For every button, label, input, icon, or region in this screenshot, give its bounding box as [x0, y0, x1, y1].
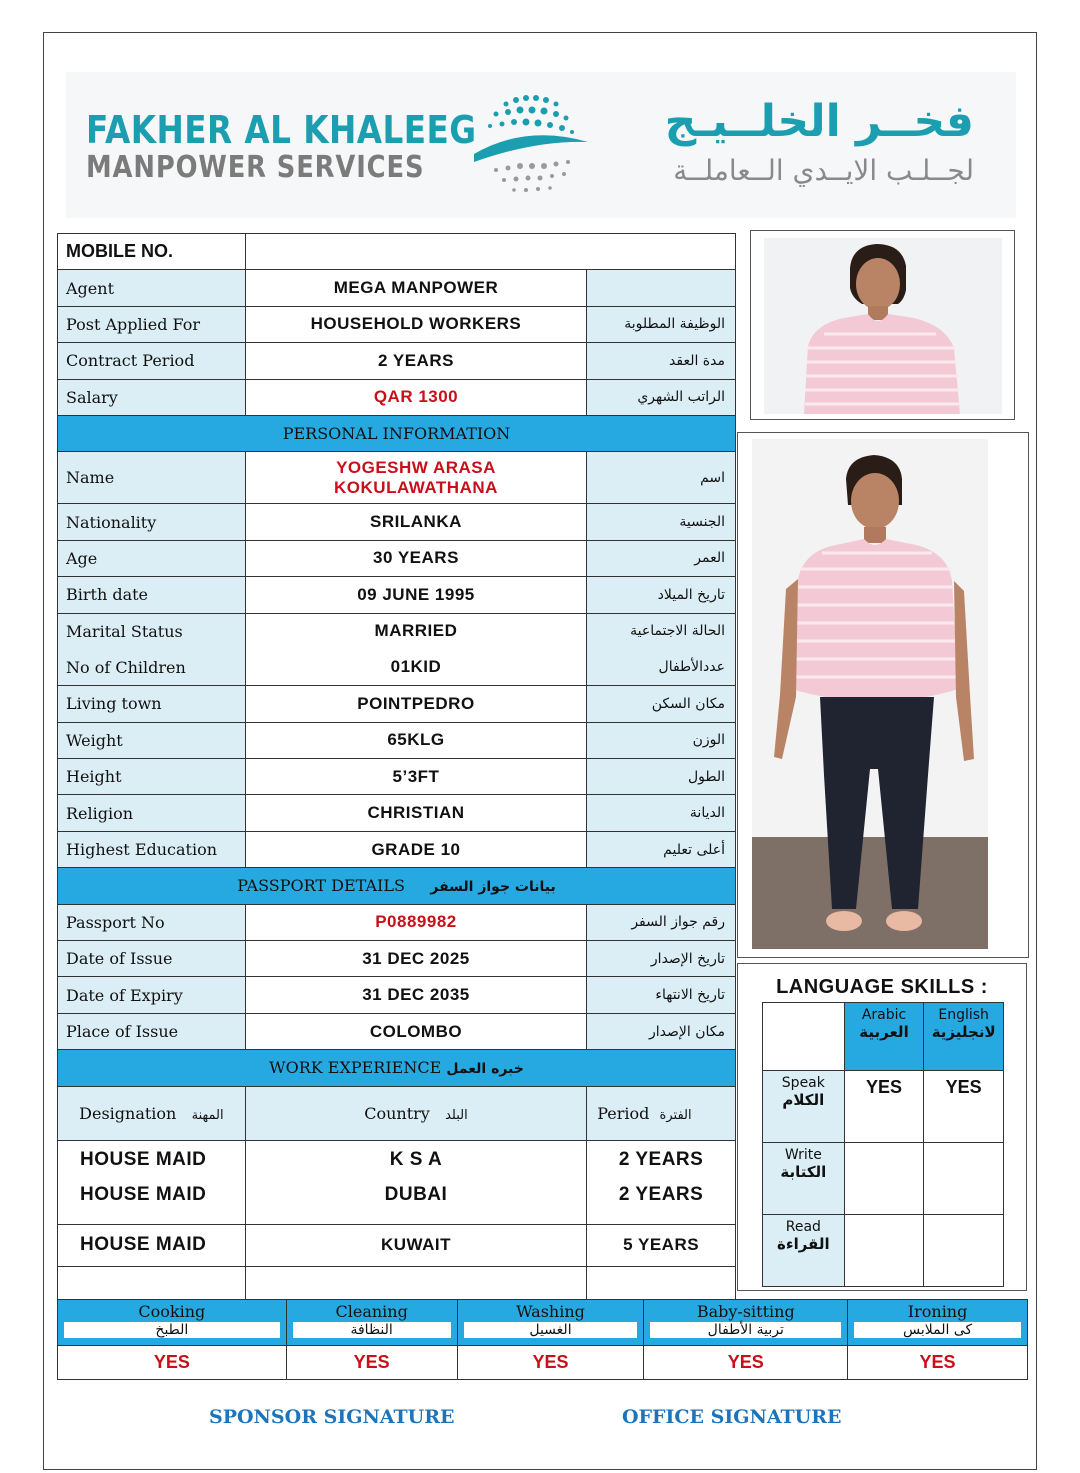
living-town-label-ar: مكان السكن [587, 686, 736, 722]
name-value [245, 452, 586, 504]
passport-title-ar: بيانات جواز السفر [430, 879, 556, 896]
expiry-date-label-ar: تاريخ الانتهاء [587, 977, 736, 1013]
weight-label: Weight [58, 722, 246, 758]
issue-place-label: Place of Issue [58, 1013, 246, 1049]
skill-name-en: Washing [516, 1302, 585, 1321]
skills-value-row [58, 1346, 1028, 1380]
passport-section-title [58, 868, 736, 904]
speak-label-ar: الكلام [782, 1091, 825, 1109]
issue-date-label-ar: تاريخ الإصدار [587, 941, 736, 977]
age-label: Age [58, 540, 246, 576]
salary-row [58, 379, 736, 415]
agent-label-ar [587, 270, 736, 306]
religion-value: CHRISTIAN [245, 795, 586, 831]
passport-section-header [58, 868, 736, 904]
english-header-ar: لانجليزية [931, 1023, 996, 1041]
marital-label: Marital Status [58, 613, 246, 649]
salary-value: QAR 1300 [245, 379, 586, 415]
agent-value: MEGA MANPOWER [245, 270, 586, 306]
brand-tagline-en: MANPOWER SERVICES [86, 150, 425, 185]
brand-name-ar: فخــر الخلــيـج [664, 96, 974, 147]
designation-header-en: Designation [79, 1103, 177, 1123]
portrait-figure-icon [764, 238, 1002, 414]
work-section-header [58, 1050, 736, 1086]
company-logo-icon [466, 84, 596, 204]
full-body-figure-icon [752, 439, 988, 949]
children-value: 01KID [245, 649, 586, 685]
marital-row [58, 613, 736, 649]
age-row [58, 540, 736, 576]
read-label-en: Read [785, 1219, 821, 1235]
write-label-en: Write [784, 1147, 822, 1163]
speak-english-value: YES [924, 1071, 1004, 1143]
children-row [58, 649, 736, 685]
work-designation: HOUSE MAID [58, 1140, 246, 1180]
work-country: K S A [245, 1140, 586, 1180]
work-row [58, 1224, 736, 1266]
name-row [58, 452, 736, 504]
language-skills-table [762, 1002, 1004, 1287]
personal-section-title: PERSONAL INFORMATION [58, 415, 736, 451]
arabic-header-ar: العربية [859, 1023, 909, 1041]
skill-header-baby-sitting [644, 1300, 848, 1346]
personal-section-header [58, 415, 736, 451]
expiry-date-row [58, 977, 736, 1013]
name-label-ar: اسم [587, 452, 736, 504]
contract-label: Contract Period [58, 343, 246, 379]
skill-name-ar: الطبخ [64, 1322, 280, 1338]
language-header-row [763, 1003, 1004, 1071]
issue-place-label-ar: مكان الإصدار [587, 1013, 736, 1049]
passport-no-label: Passport No [58, 904, 246, 940]
skill-name-ar: النظافة [293, 1322, 451, 1338]
application-table [57, 233, 736, 1303]
skill-name-ar: كى الملابس [854, 1322, 1021, 1338]
weight-label-ar: الوزن [587, 722, 736, 758]
skill-name-en: Cleaning [335, 1302, 408, 1321]
marital-label-ar: الحالة الاجتماعية [587, 613, 736, 649]
skills-header-row [58, 1300, 1028, 1346]
full-body-photo-frame [737, 432, 1029, 958]
issue-date-row [58, 941, 736, 977]
read-arabic-value [844, 1215, 924, 1287]
arabic-column-header [844, 1003, 924, 1071]
skill-value-cooking: YES [58, 1346, 287, 1380]
marital-value: MARRIED [245, 613, 586, 649]
living-town-label: Living town [58, 686, 246, 722]
work-columns-header [58, 1086, 736, 1140]
age-label-ar: العمر [587, 540, 736, 576]
education-label-ar: أعلى تعليم [587, 831, 736, 867]
issue-date-value: 31 DEC 2025 [245, 941, 586, 977]
nationality-label: Nationality [58, 504, 246, 540]
period-header-en: Period [597, 1103, 650, 1123]
read-label [763, 1215, 845, 1287]
work-period: 5 YEARS [587, 1224, 736, 1266]
height-label-ar: الطول [587, 759, 736, 795]
weight-row [58, 722, 736, 758]
english-header-en: English [938, 1007, 989, 1023]
country-header-en: Country [364, 1103, 430, 1123]
mobile-value [245, 234, 735, 270]
issue-place-row [58, 1013, 736, 1049]
nationality-value: SRILANKA [245, 504, 586, 540]
agent-row [58, 270, 736, 306]
passport-title-en: PASSPORT DETAILS [237, 876, 405, 896]
height-label: Height [58, 759, 246, 795]
sponsor-signature-label: SPONSOR SIGNATURE [209, 1406, 455, 1428]
country-header [245, 1086, 586, 1140]
portrait-photo-frame [750, 230, 1015, 420]
write-label [763, 1143, 845, 1215]
name-line-2: KOKULAWATHANA [334, 477, 498, 497]
work-country: DUBAI [245, 1180, 586, 1224]
empty-cell [245, 1266, 586, 1302]
empty-cell [587, 1266, 736, 1302]
living-town-value: POINTPEDRO [245, 686, 586, 722]
company-header [66, 72, 1016, 218]
read-row [763, 1215, 1004, 1287]
post-label-ar: الوظيفة المطلوبة [587, 306, 736, 342]
skill-name-en: Ironing [907, 1302, 968, 1321]
designation-header [58, 1086, 246, 1140]
read-label-ar: القراءة [777, 1235, 830, 1253]
period-header-ar: الفترة [659, 1107, 692, 1123]
children-label-ar: عددالأطفال [587, 649, 736, 685]
work-row [58, 1140, 736, 1180]
work-title-en: WORK EXPERIENCE [269, 1058, 442, 1078]
mobile-row [58, 234, 736, 270]
work-period: 2 YEARS [587, 1140, 736, 1180]
skill-name-ar: تربية الأطفال [650, 1322, 841, 1338]
birthdate-row [58, 577, 736, 613]
skill-header-washing [457, 1300, 644, 1346]
salary-label-ar: الراتب الشهري [587, 379, 736, 415]
skill-value-cleaning: YES [286, 1346, 457, 1380]
issue-place-value: COLOMBO [245, 1013, 586, 1049]
work-row [58, 1180, 736, 1224]
skills-table [57, 1299, 1028, 1380]
write-english-value [924, 1143, 1004, 1215]
education-label: Highest Education [58, 831, 246, 867]
skill-name-ar: الغسيل [464, 1322, 638, 1338]
brand-name-en: FAKHER AL KHALEEG [86, 108, 477, 152]
birthdate-label: Birth date [58, 577, 246, 613]
work-country: KUWAIT [245, 1224, 586, 1266]
contract-label-ar: مدة العقد [587, 343, 736, 379]
portrait-photo [764, 238, 1002, 414]
religion-label-ar: الديانة [587, 795, 736, 831]
work-section-title [58, 1050, 736, 1086]
education-row [58, 831, 736, 867]
expiry-date-label: Date of Expiry [58, 977, 246, 1013]
work-period: 2 YEARS [587, 1180, 736, 1224]
english-column-header [924, 1003, 1004, 1071]
read-english-value [924, 1215, 1004, 1287]
speak-row [763, 1071, 1004, 1143]
height-row [58, 759, 736, 795]
skill-value-washing: YES [457, 1346, 644, 1380]
write-row [763, 1143, 1004, 1215]
work-designation: HOUSE MAID [58, 1224, 246, 1266]
work-title-ar: خبره العمل [446, 1061, 524, 1078]
living-town-row [58, 686, 736, 722]
speak-label-en: Speak [781, 1075, 825, 1091]
age-value: 30 YEARS [245, 540, 586, 576]
name-label: Name [58, 452, 246, 504]
agent-label: Agent [58, 270, 246, 306]
country-header-ar: البلد [445, 1107, 468, 1123]
write-arabic-value [844, 1143, 924, 1215]
name-line-1: YOGESHW ARASA [336, 457, 496, 477]
arabic-header-en: Arabic [861, 1007, 907, 1023]
full-body-photo [752, 439, 988, 949]
contract-row [58, 343, 736, 379]
skill-name-en: Baby-sitting [696, 1302, 795, 1321]
passport-no-row [58, 904, 736, 940]
expiry-date-value: 31 DEC 2035 [245, 977, 586, 1013]
weight-value: 65KLG [245, 722, 586, 758]
skill-value-ironing: YES [848, 1346, 1028, 1380]
post-row [58, 306, 736, 342]
children-label: No of Children [58, 649, 246, 685]
birthdate-label-ar: تاريخ الميلاد [587, 577, 736, 613]
nationality-label-ar: الجنسية [587, 504, 736, 540]
passport-no-value: P0889982 [245, 904, 586, 940]
language-skills-title: LANGUAGE SKILLS : [776, 976, 988, 998]
skill-header-ironing [848, 1300, 1028, 1346]
speak-arabic-value: YES [844, 1071, 924, 1143]
mobile-label: MOBILE NO. [58, 234, 246, 270]
work-row-empty [58, 1266, 736, 1302]
skill-name-en: Cooking [138, 1302, 206, 1321]
education-value: GRADE 10 [245, 831, 586, 867]
height-value: 5’3FT [245, 759, 586, 795]
religion-label: Religion [58, 795, 246, 831]
passport-no-label-ar: رقم جواز السفر [587, 904, 736, 940]
empty-cell [58, 1266, 246, 1302]
speak-label [763, 1071, 845, 1143]
write-label-ar: الكتابة [780, 1163, 827, 1181]
skill-header-cooking [58, 1300, 287, 1346]
post-value: HOUSEHOLD WORKERS [245, 306, 586, 342]
contract-value: 2 YEARS [245, 343, 586, 379]
birthdate-value: 09 JUNE 1995 [245, 577, 586, 613]
skill-header-cleaning [286, 1300, 457, 1346]
empty-cell [763, 1003, 845, 1071]
religion-row [58, 795, 736, 831]
brand-tagline-ar: لجــلـب الايــدي الــعاملــة [673, 154, 974, 187]
office-signature-label: OFFICE SIGNATURE [622, 1406, 842, 1428]
issue-date-label: Date of Issue [58, 941, 246, 977]
nationality-row [58, 504, 736, 540]
language-skills-box [737, 963, 1027, 1291]
work-designation: HOUSE MAID [58, 1180, 246, 1224]
period-header [587, 1086, 736, 1140]
salary-label: Salary [58, 379, 246, 415]
skill-value-baby-sitting: YES [644, 1346, 848, 1380]
post-label: Post Applied For [58, 306, 246, 342]
designation-header-ar: المهنة [191, 1107, 224, 1123]
